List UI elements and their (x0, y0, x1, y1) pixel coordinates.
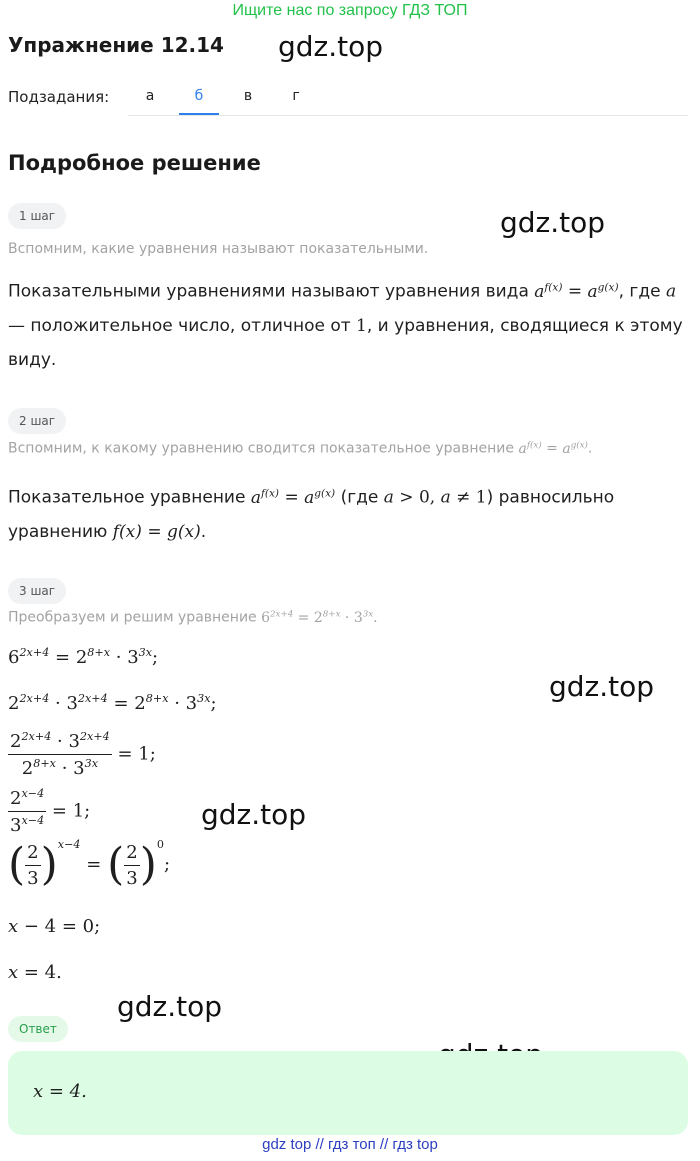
exercise-title: Упражнение 12.14 (8, 33, 224, 57)
footer-links[interactable]: gdz top // гдз топ // гдз top (262, 1136, 438, 1153)
answer-box (8, 1051, 688, 1135)
search-banner: Ищите нас по запросу ГДЗ ТОП (232, 2, 468, 19)
subtask-tab-g[interactable]: г (292, 88, 300, 104)
watermark: gdz.top (201, 798, 307, 831)
step-badge: 1 шаг (8, 203, 66, 229)
answer-value: x = 4. (33, 1081, 87, 1102)
watermark: gdz.top (117, 990, 223, 1023)
step-hint: Преобразуем и решим уравнение $6^{2x+4} = 2^{8+x} \cdot 3^{3x}$. (8, 609, 378, 626)
equation-line: x − 4 = 0; (8, 916, 101, 937)
watermark: gdz.top (278, 30, 384, 63)
step-text: Показательными уравнениями называют уравнения вида $a^{f(x)} = a^{g(x)}$, где a — положительное число, отличное от 1, и уравнения, сводящиеся к этому виду. (8, 281, 683, 370)
step-hint: Вспомним, какие уравнения называют показательными. (8, 241, 429, 257)
step-badge: 2 шаг (8, 408, 66, 434)
subtask-tab-a[interactable]: а (145, 88, 155, 104)
answer-badge: Ответ (8, 1016, 68, 1042)
section-title: Подробное решение (8, 151, 261, 175)
equation-line: x = 4. (8, 962, 62, 983)
step-text: Показательное уравнение $a^{f(x)} = a^{g(x)}$ (где a > 0, a ≠ 1) равносильно уравнению f(x) = g(x). (8, 487, 615, 542)
equation-line: $2^{2x+4} \cdot 3^{2x+4} = 2^{8+x} \cdot 3^{3x}$; (8, 692, 217, 714)
equation-line: $6^{2x+4} = 2^{8+x} \cdot 3^{3x}$; (8, 646, 159, 668)
equation-line: ( $\frac{2}{3}$ )$^{x-4}$ = ( $\frac{2}{3}$ )$^0$; (8, 838, 171, 890)
tabs-underline (128, 115, 688, 116)
subtasks-label: Подзадания: (8, 88, 110, 106)
step-badge: 3 шаг (8, 578, 66, 604)
equation-line: $\frac{2^{2x+4} \cdot 3^{2x+4}}{2^{8+x} \cdot 3^{3x}}$ = 1; (10, 730, 156, 779)
subtask-tab-v[interactable]: в (243, 88, 253, 104)
step-hint: Вспомним, к какому уравнению сводится показательное уравнение $a^{f(x)} = a^{g(x)}$. (8, 440, 593, 457)
watermark: gdz.top (500, 206, 606, 239)
subtask-tab-b[interactable]: б (179, 82, 219, 115)
equation-line: $\frac{2^{x-4}}{3^{x-4}}$ = 1; (10, 787, 91, 836)
watermark: gdz.top (549, 670, 655, 703)
